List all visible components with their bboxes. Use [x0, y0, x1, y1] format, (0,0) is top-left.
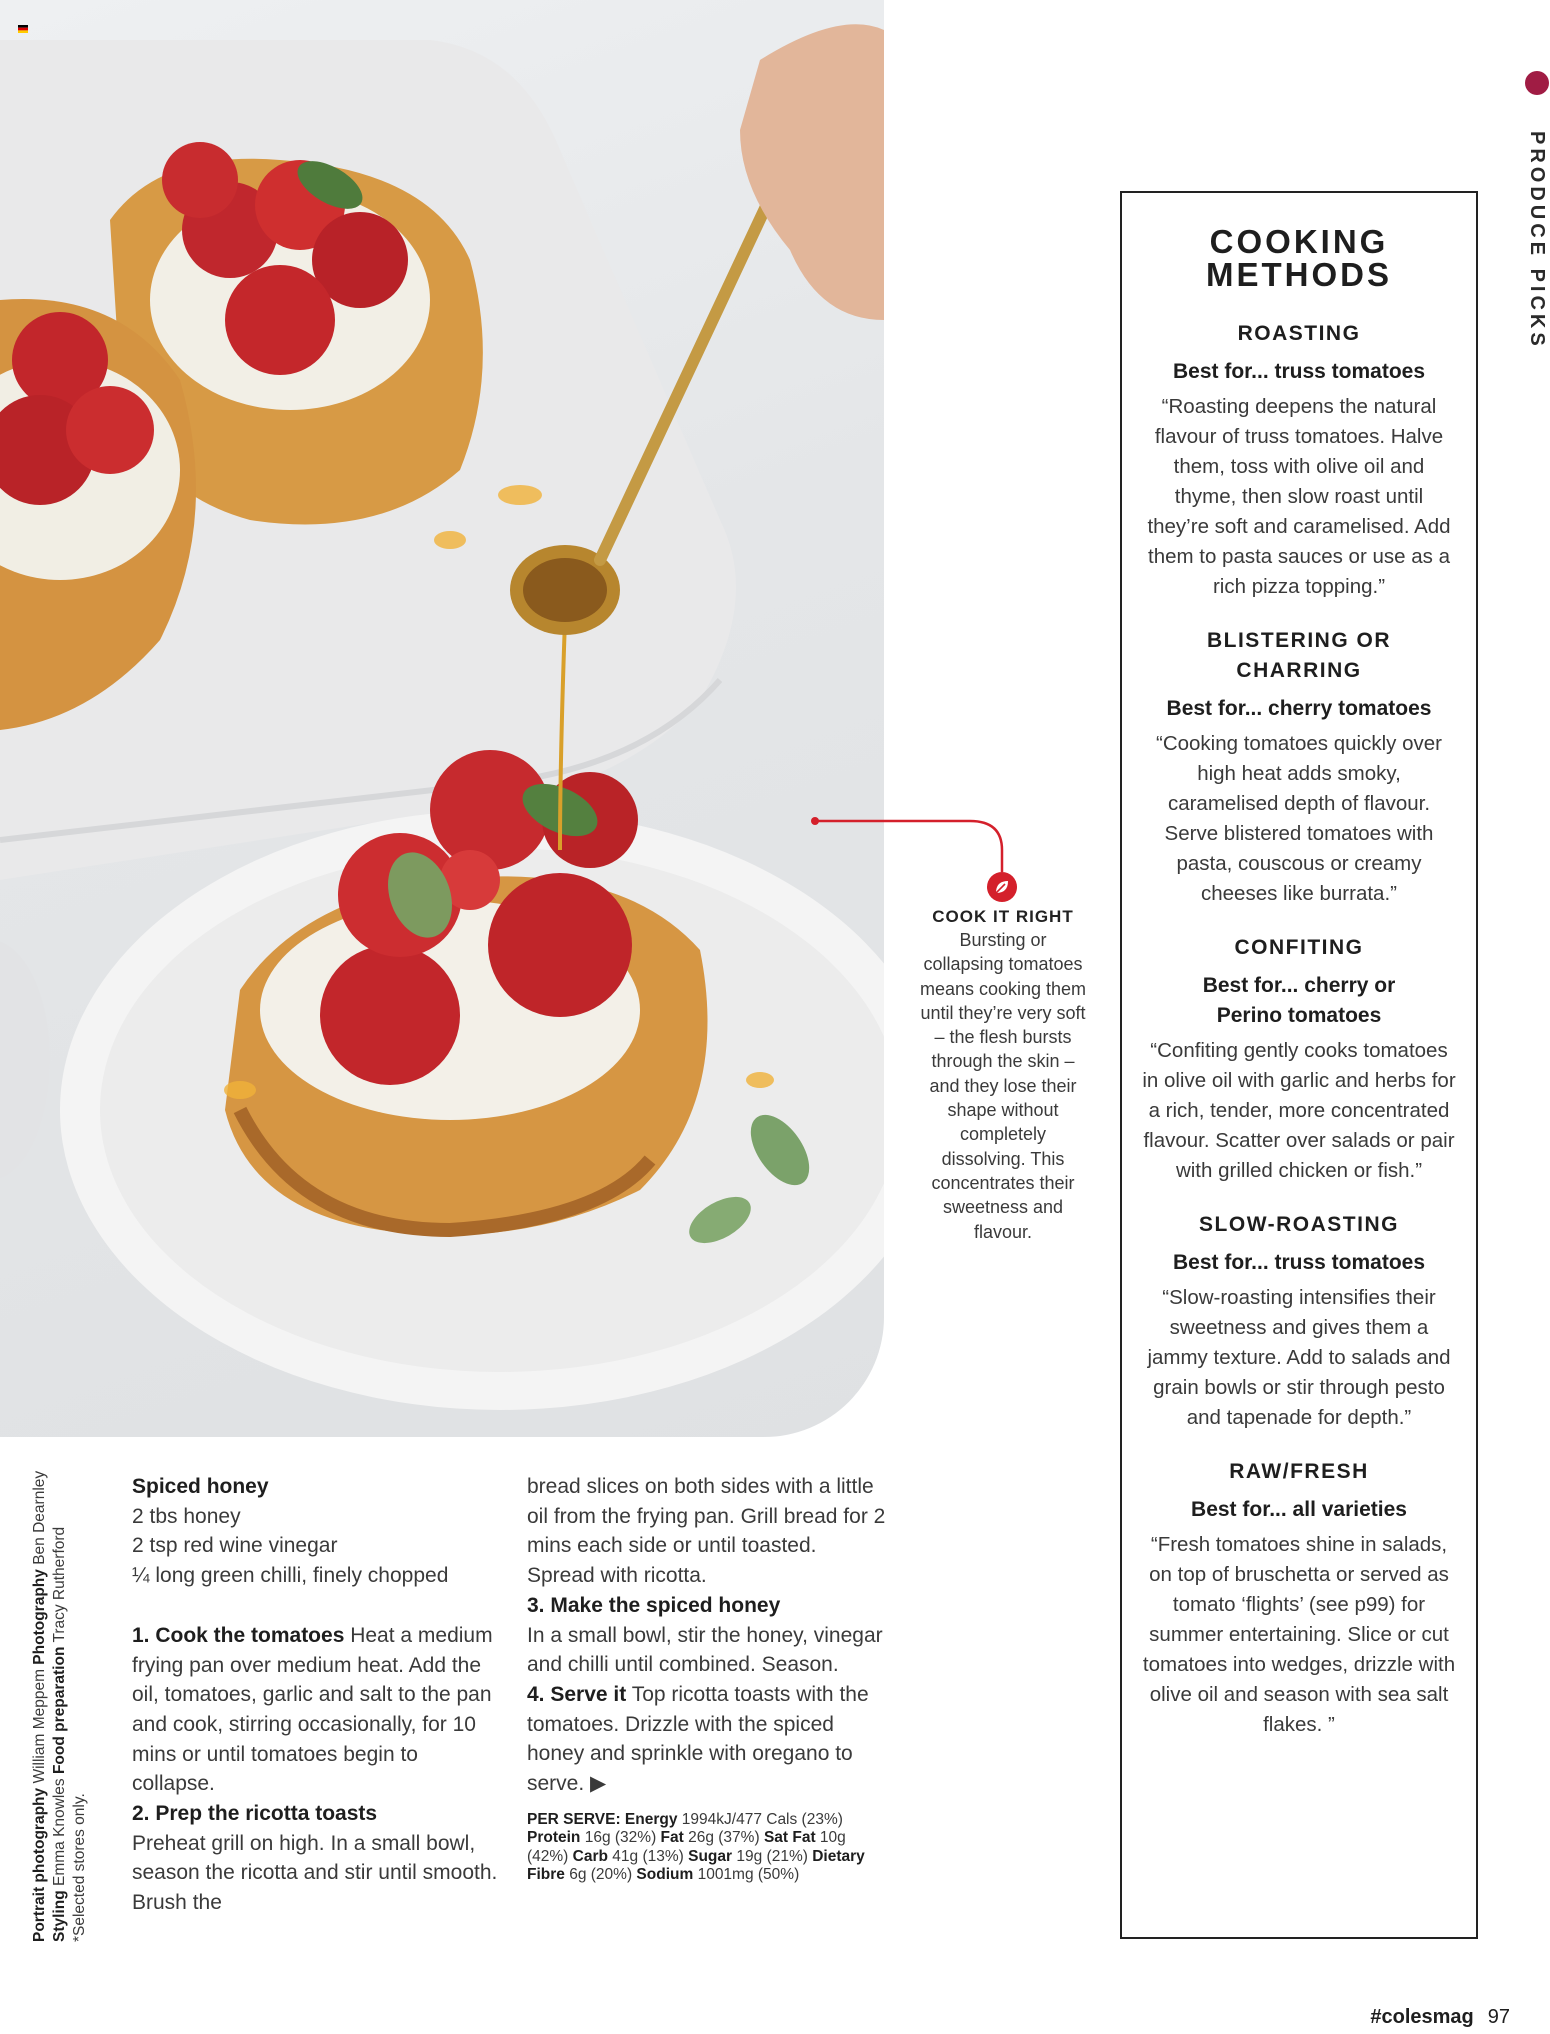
photo-credits: Portrait photography William Meppem Photography Ben Dearnley Styling Emma Knowles Food preparation Tracy Rutherford *Selected stores only.: [31, 1470, 88, 1942]
step-2: 2. Prep the ricotta toasts Preheat grill on high. In a small bowl, season the ricotta and stir until smooth. Brush the: [132, 1802, 498, 1915]
step-3: 3. Make the spiced honey In a small bowl, stir the honey, vinegar and chilli until combined. Season.: [527, 1593, 883, 1677]
method-heading: SLOW-ROASTING: [1199, 1213, 1399, 1236]
method-quote: “Slow-roasting intensifies their sweetness and gives them a jammy texture. Add to salads and grain bowls or stir through pesto and tapenade for depth.”: [1147, 1286, 1451, 1429]
method-best-for: Best for... truss tomatoes: [1172, 360, 1426, 383]
callout-title: COOK IT RIGHT: [932, 907, 1074, 926]
method-roasting: [1142, 319, 1456, 602]
method-quote: “Confiting gently cooks tomatoes in olive oil with garlic and herbs for a rich, tender, more concentrated flavour. Scatter over salads or pair with grilled chicken or fish.”: [1142, 1039, 1456, 1182]
method-best-for: Best for... all varieties: [1191, 1498, 1407, 1521]
recipe-column-2: [527, 1472, 887, 1885]
step-4: 4. Serve it Top ricotta toasts with the tomatoes. Drizzle with the spiced honey and sprinkle with oregano to serve. ▶: [527, 1682, 869, 1796]
method-blistering: [1142, 626, 1456, 909]
page-footer: [1370, 2006, 1510, 2029]
nutrition-info: PER SERVE: Energy 1994kJ/477 Cals (23%) Protein 16g (32%) Fat 26g (37%) Sat Fat 10g (42%) Carb 41g (13%) Sugar 19g (21%) Dietary Fibre 6g (20%) Sodium 1001mg (50%): [527, 1810, 865, 1884]
method-quote: “Cooking tomatoes quickly over high heat adds smoky, caramelised depth of flavour. Serve blistered tomatoes with pasta, couscous or creamy cheeses like burrata.”: [1156, 732, 1442, 905]
food-photo: [0, 0, 884, 1437]
step-2-continued: bread slices on both sides with a little oil from the frying pan. Grill bread for 2 mins each side or until toasted. Spread with ricotta.: [527, 1475, 886, 1588]
ingredient: 2 tbs honey: [132, 1504, 241, 1528]
method-heading: CONFITING: [1234, 936, 1364, 959]
cooking-methods-box: [1120, 191, 1478, 1939]
method-raw-fresh: [1142, 1457, 1456, 1740]
method-best-for: Best for... cherry or Perino tomatoes: [1202, 974, 1396, 1027]
recipe-column-1: [132, 1472, 502, 1918]
step-1: 1. Cook the tomatoes Heat a medium frying pan over medium heat. Add the oil, tomatoes, garlic and salt to the pan and cook, stirring occasionally, for 10 mins or until tomatoes begin to collapse.: [132, 1623, 493, 1796]
method-heading: RAW/FRESH: [1229, 1460, 1369, 1483]
spiced-honey-heading: Spiced honey: [132, 1475, 269, 1498]
leaf-icon: [987, 872, 1017, 902]
method-slow-roasting: [1142, 1210, 1456, 1433]
method-heading: ROASTING: [1237, 322, 1361, 345]
hashtag: #colesmag: [1370, 2006, 1474, 2028]
page-number: 97: [1487, 2006, 1510, 2028]
cook-it-right-callout: [918, 906, 1088, 1244]
method-confiting: [1142, 933, 1456, 1186]
method-best-for: Best for... truss tomatoes: [1172, 1251, 1426, 1274]
method-quote: “Fresh tomatoes shine in salads, on top of bruschetta or served as tomato ‘flights’ (see p99) for summer entertaining. Slice or cut tomatoes into wedges, drizzle with olive oil and season with sea salt flakes. ”: [1142, 1533, 1456, 1736]
flag-icon: [18, 20, 28, 28]
ingredient: ¼ long green chilli, finely chopped: [132, 1564, 449, 1588]
section-dot: [1525, 71, 1549, 95]
callout-body: Bursting or collapsing tomatoes means cooking them until they’re very soft – the flesh bursts through the skin – and they lose their shape without completely dissolving. This concentrates their sweetness and flavour.: [919, 930, 1087, 1242]
bruschetta-illustration: [0, 0, 884, 1437]
section-label: PRODUCE PICKS: [1526, 131, 1548, 350]
method-heading: BLISTERING OR CHARRING: [1206, 629, 1391, 682]
ingredient: 2 tsp red wine vinegar: [132, 1534, 338, 1558]
methods-title: COOKING METHODS: [1206, 223, 1392, 293]
method-quote: “Roasting deepens the natural flavour of truss tomatoes. Halve them, toss with olive oil and thyme, then slow roast until they’re soft and caramelised. Add them to pasta sauces or use as a rich pizza topping.”: [1147, 395, 1451, 598]
method-best-for: Best for... cherry tomatoes: [1166, 697, 1432, 720]
